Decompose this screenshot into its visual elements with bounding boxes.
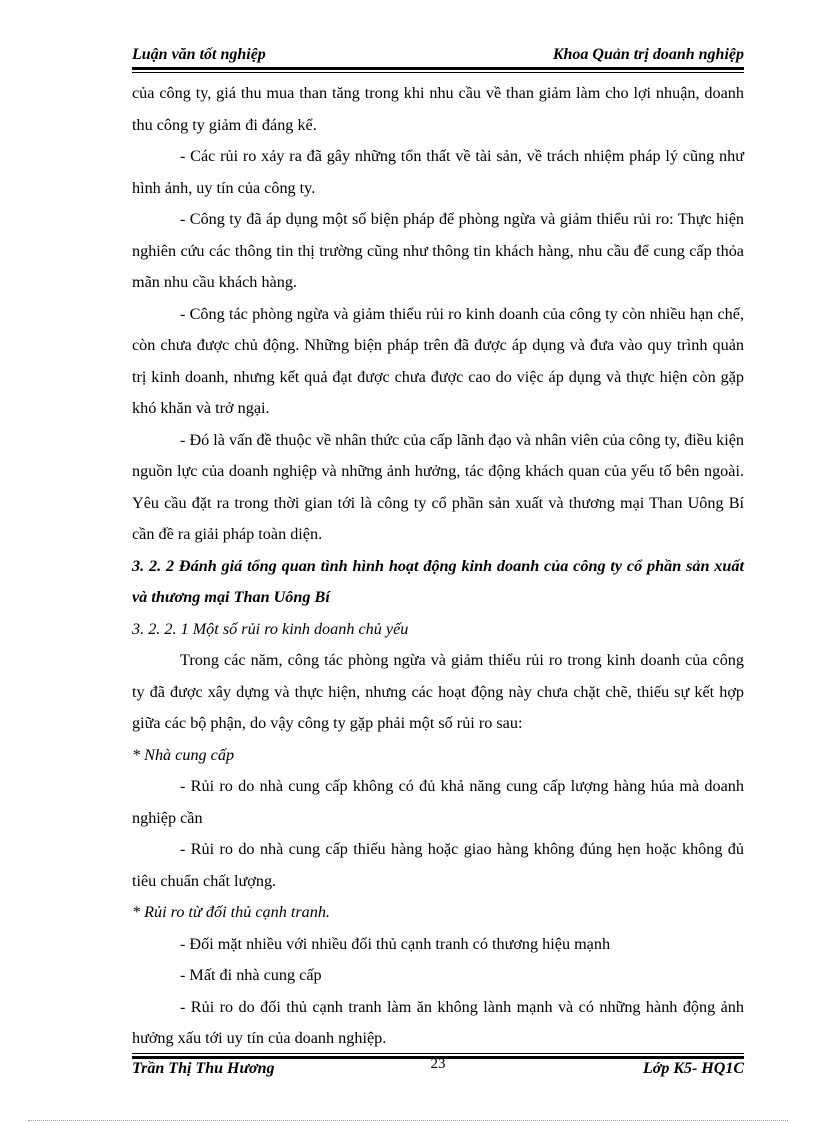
footer-author: Trần Thị Thu Hương xyxy=(132,1060,275,1077)
paragraph-bullet: - Rủi ro do nhà cung cấp thiếu hàng hoặc giao hàng không đúng hẹn hoặc không đủ tiêu chuẩn chất lượng. xyxy=(132,840,744,890)
page-number: 23 xyxy=(430,1056,446,1072)
paragraph-bullet: - Rủi ro do nhà cung cấp không có đủ khả năng cung cấp lượng hàng húa mà doanh nghiệp cần xyxy=(132,777,744,827)
page-footer xyxy=(132,1058,744,1082)
page-header xyxy=(132,44,744,68)
footer-class: Lớp K5- HQ1C xyxy=(642,1060,744,1077)
paragraph-body: Trong các năm, công tác phòng ngừa và giảm thiểu rủi ro trong kinh doanh của công ty đã được xây dựng và thực hiện, nhưng các hoạt động này chưa chặt chẽ, thiếu sự kết hợp giữa các bộ phận, do vậy công ty gặp phải một số rủi ro sau: xyxy=(132,651,744,732)
list-heading-competitors: * Rủi ro từ đối thủ cạnh tranh. xyxy=(132,903,330,921)
paragraph-bullet: - Mất đi nhà cung cấp xyxy=(180,966,322,984)
paragraph-bullet: - Rủi ro do đối thủ cạnh tranh làm ăn không lành mạnh và có những hành động ảnh hưởng xấu tới uy tín của doanh nghiệp. xyxy=(132,997,744,1047)
footer-rule-thin xyxy=(132,1053,744,1054)
page-bottom-dotted-line xyxy=(28,1120,788,1121)
paragraph-bullet: - Các rủi ro xảy ra đã gây những tổn thất về tài sản, về trách nhiệm pháp lý cũng như hình ảnh, uy tín của công ty. xyxy=(132,147,744,197)
header-rule-thick xyxy=(132,67,744,70)
section-heading: 3. 2. 2 Đánh giá tổng quan tình hình hoạt động kinh doanh của công ty cổ phần sản xuất và thương mại Than Uông Bí xyxy=(132,556,744,606)
paragraph-bullet: - Đó là vấn đề thuộc về nhân thức của cấp lãnh đạo và nhân viên của công ty, điều kiện nguồn lực của doanh nghiệp và những ảnh hưởng, tác động khách quan của yếu tố bên ngoài. Yêu cầu đặt ra trong thời gian tới là công ty cổ phần sản xuất và thương mại Than Uông Bí cần đề ra giải pháp toàn diện. xyxy=(132,430,744,543)
paragraph-bullet: - Đối mặt nhiều với nhiều đối thủ cạnh tranh có thương hiệu mạnh xyxy=(180,934,611,953)
page-body xyxy=(132,78,744,1055)
paragraph-bullet: - Công tác phòng ngừa và giảm thiểu rủi ro kinh doanh của công ty còn nhiều hạn chế, còn chưa được chủ động. Những biện pháp trên đã được áp dụng và đưa vào quy trình quản trị kinh doanh, nhưng kết quả đạt được chưa được cao do việc áp dụng và thực hiện còn gặp khó khăn và trở ngại. xyxy=(132,304,744,417)
header-rule-thin xyxy=(132,72,744,73)
paragraph-bullet: - Công ty đã áp dụng một số biện pháp để phòng ngừa và giảm thiểu rủi ro: Thực hiện nghiên cứu các thông tin thị trường cũng như thông tin khách hàng, nhu cầu để cung cấp thỏa mãn nhu cầu khách hàng. xyxy=(132,210,744,291)
paragraph-continuation: của công ty, giá thu mua than tăng trong khi nhu cầu về than giảm làm cho lợi nhuận, doanh thu công ty giảm đi đáng kể. xyxy=(132,84,744,134)
header-thesis-title: Luận văn tốt nghiệp xyxy=(132,46,266,63)
subsection-heading: 3. 2. 2. 1 Một số rủi ro kinh doanh chủ yếu xyxy=(132,619,409,638)
header-faculty: Khoa Quản trị doanh nghiệp xyxy=(552,46,744,63)
list-heading-suppliers: * Nhà cung cấp xyxy=(132,745,235,764)
